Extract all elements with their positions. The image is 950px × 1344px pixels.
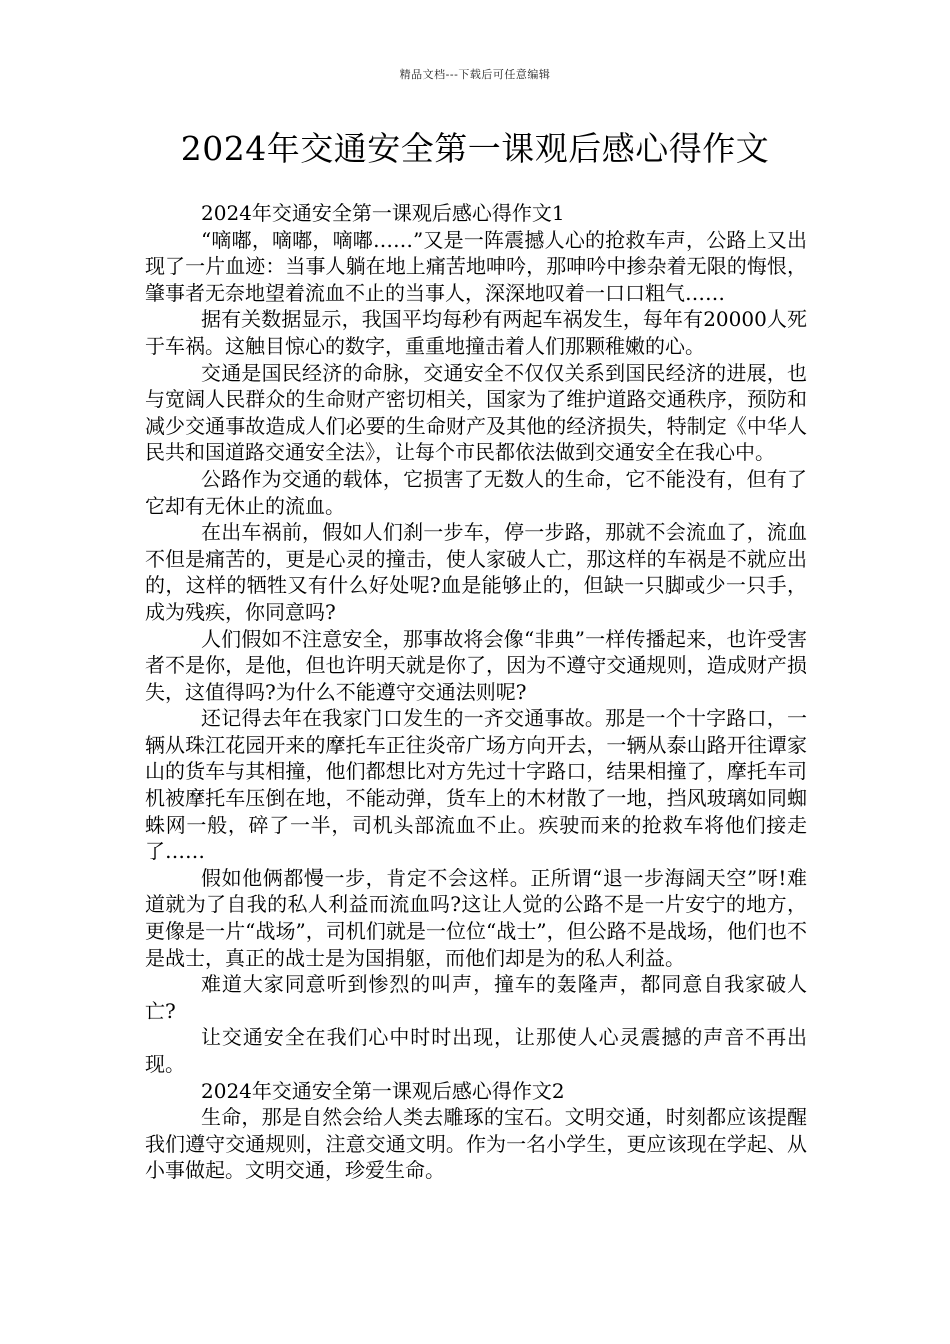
paragraph: 难道大家同意听到惨烈的叫声，撞车的轰隆声，都同意自我家破人亡? [145, 972, 807, 1023]
paragraph: 据有关数据显示，我国平均每秒有两起车祸发生，每年有20000人死于车祸。这触目惊心的数字，重重地撞击着人们那颗稚嫩的心。 [145, 307, 807, 358]
paragraph: 公路作为交通的载体，它损害了无数人的生命，它不能没有，但有了它却有无休止的流血。 [145, 466, 807, 518]
paragraph: 让交通安全在我们心中时时出现，让那使人心灵震撼的声音不再出现。 [145, 1025, 807, 1076]
paragraph: “嘀嘟，嘀嘟，嘀嘟……”又是一阵震撼人心的抢救车声，公路上又出现了一片血迹：当事人躺在地上痛苦地呻吟，那呻吟中掺杂着无限的悔恨，肇事者无奈地望着流血不止的当事人，深深地叹着一口口粗气…… [145, 227, 807, 305]
paragraph: 交通是国民经济的命脉，交通安全不仅仅关系到国民经济的进展，也与宽阔人民群众的生命财产密切相关，国家为了维护道路交通秩序，预防和减少交通事故造成人们必要的生命财产及其他的经济损失，特制定《中华人民共和国道路交通安全法》，让每个市民都依法做到交通安全在我心中。 [145, 360, 807, 465]
document-title: 2024年交通安全第一课观后感心得作文 [180, 129, 770, 168]
paragraph: 在出车祸前，假如人们刹一步车，停一步路，那就不会流血了，流血不但是痛苦的，更是心灵的撞击，使人家破人亡，那这样的车祸是不就应出的，这样的牺牲又有什么好处呢?血是能够止的，但缺一只脚或少一只手，成为残疾，你同意吗? [145, 520, 807, 624]
paragraph: 生命，那是自然会给人类去雕琢的宝石。文明交通，时刻都应该提醒我们遵守交通规则，注意交通文明。作为一名小学生，更应该现在学起、从小事做起。文明交通，珍爱生命。 [145, 1105, 807, 1183]
paragraph: 假如他俩都慢一步，肯定不会这样。正所谓“退一步海阔天空”呀!难道就为了自我的私人利益而流血吗?这让人觉的公路不是一片安宁的地方，更像是一片“战场”，司机们就是一位位“战士”，但公路不是战场，他们也不是战士，真正的战士是为国捐躯，而他们却是为的私人利益。 [145, 865, 807, 970]
paragraph: 还记得去年在我家门口发生的一齐交通事故。那是一个十字路口，一辆从珠江花园开来的摩托车正往炎帝广场方向开去，一辆从泰山路开往谭家山的货车与其相撞，他们都想比对方先过十字路口，结果相撞了，摩托车司机被摩托车压倒在地，不能动弹，货车上的木材散了一地，挡风玻璃如同蜘蛛网一般，碎了一半，司机头部流血不止。疾驶而来的抢救车将他们接走了…… [145, 706, 807, 864]
document-body [145, 200, 807, 1184]
section-heading: 2024年交通安全第一课观后感心得作文2 [201, 1078, 565, 1103]
paragraph: 人们假如不注意安全，那事故将会像“非典”一样传播起来，也许受害者不是你，是他，但也许明天就是你了，因为不遵守交通规则，造成财产损失，这值得吗?为什么不能遵守交通法则呢? [145, 626, 807, 704]
section-heading: 2024年交通安全第一课观后感心得作文1 [201, 201, 565, 225]
header-note: 精品文档---下载后可任意编辑 [399, 68, 551, 81]
